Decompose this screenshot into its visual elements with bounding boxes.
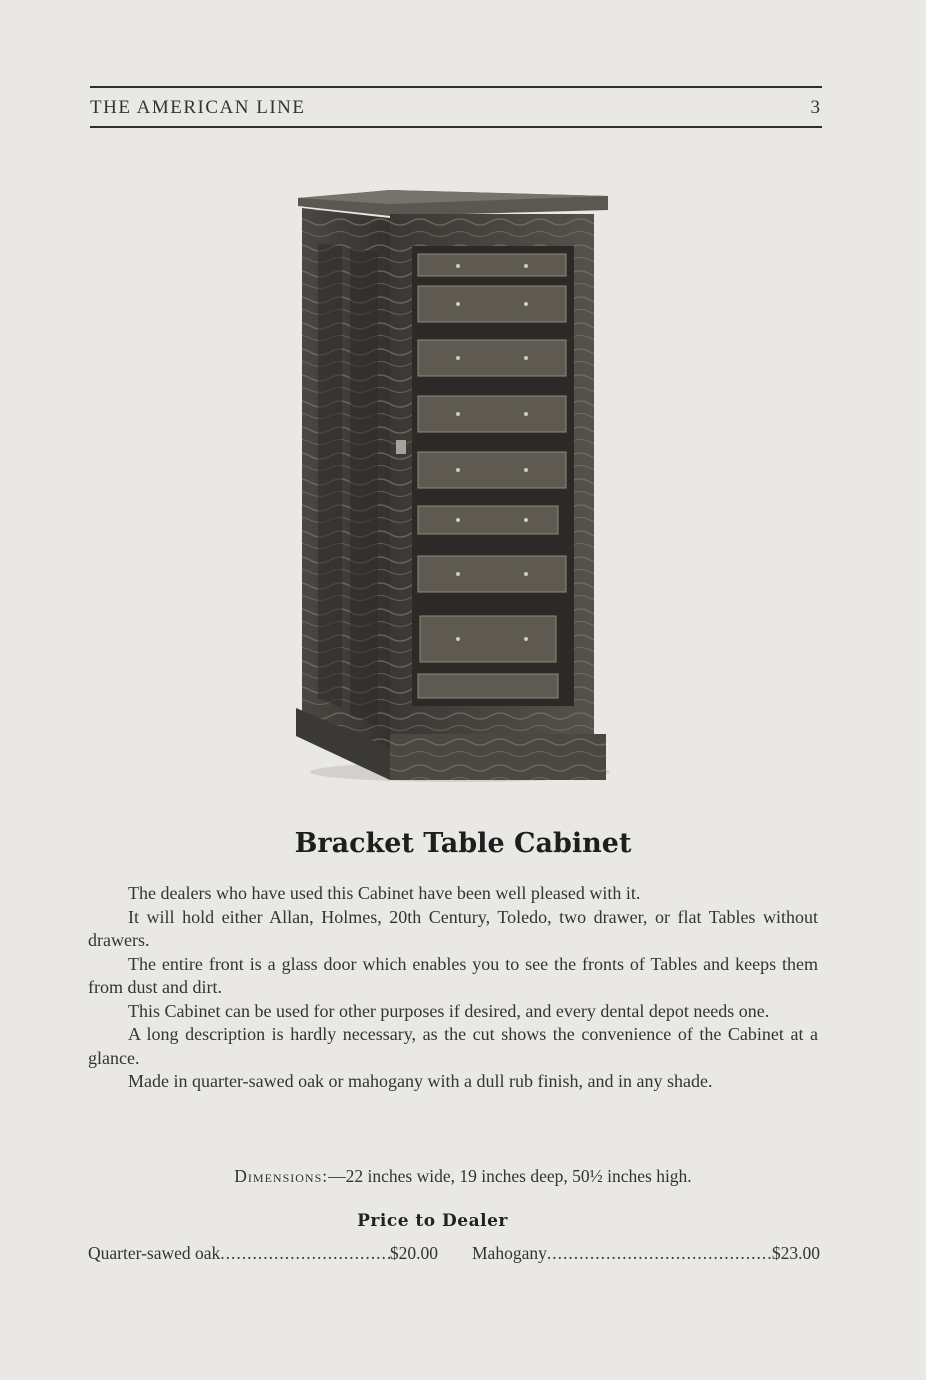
price-heading: Price to Dealer (357, 1211, 508, 1231)
description-paragraph: It will hold either Allan, Holmes, 20th Century, Toledo, two drawer, or flat Tables without drawers. (88, 906, 818, 950)
price-value: $23.00 (771, 1243, 820, 1263)
product-title: Bracket Table Cabinet (294, 828, 632, 859)
page-header (90, 86, 822, 128)
description-paragraph: Made in quarter-sawed oak or mahogany with a dull rub finish, and in any shade. (128, 1071, 713, 1091)
dot-leader (547, 1243, 772, 1264)
running-title: THE AMERICAN LINE (90, 97, 306, 118)
dot-leader (220, 1243, 390, 1264)
page-number: 3 (810, 97, 820, 118)
description-paragraph: The dealers who have used this Cabinet have been well pleased with it. (128, 883, 641, 903)
price-row-mahogany (472, 1243, 820, 1264)
price-item: Quarter-sawed oak (88, 1243, 221, 1263)
product-description (88, 882, 818, 1094)
price-item: Mahogany (472, 1243, 547, 1263)
price-row-oak (88, 1243, 438, 1264)
dimensions-label: Dimensions: (234, 1166, 329, 1186)
price-value: $20.00 (389, 1243, 438, 1263)
description-paragraph: This Cabinet can be used for other purposes if desired, and every dental depot needs one. (128, 1000, 770, 1021)
cabinet-illustration-icon (290, 188, 620, 788)
dimensions-text: —22 inches wide, 19 inches deep, 50½ inches high. (328, 1166, 692, 1186)
description-paragraph: The entire front is a glass door which enables you to see the fronts of Tables and keeps them from dust and dirt. (88, 953, 818, 997)
dimensions-line (0, 1166, 926, 1187)
description-paragraph: A long description is hardly necessary, as the cut shows the convenience of the Cabinet at a glance. (88, 1024, 818, 1068)
